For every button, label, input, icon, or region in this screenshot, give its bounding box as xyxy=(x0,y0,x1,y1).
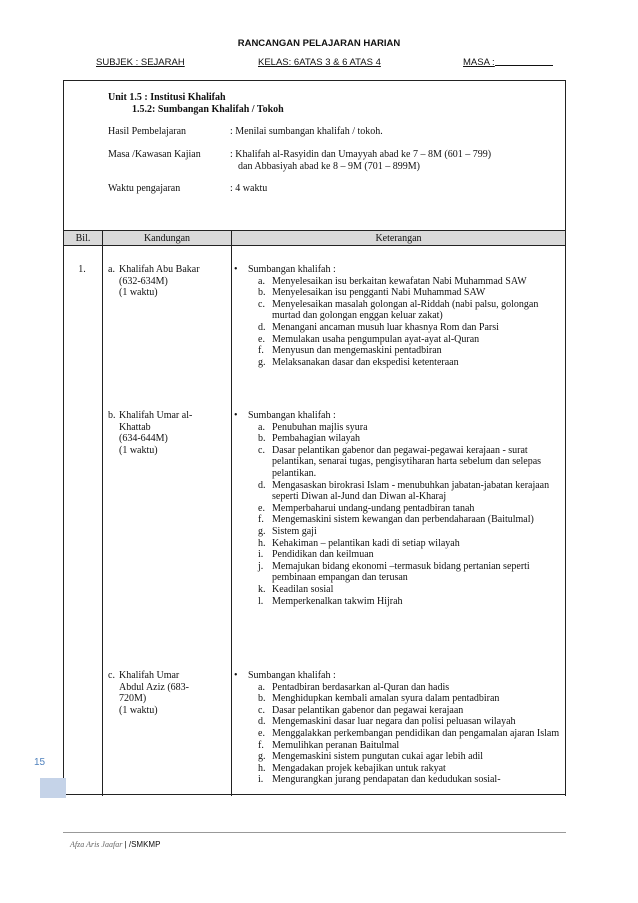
bullet-icon: • xyxy=(234,410,238,421)
masa-row-2: dan Abbasiyah abad ke 8 – 9M (701 – 899M) xyxy=(238,161,420,172)
document-title: RANCANGAN PELAJARAN HARIAN xyxy=(237,38,401,49)
footer-divider xyxy=(63,832,566,833)
kandungan-line: Khalifah Umar xyxy=(119,670,180,681)
kandungan-letter: c. xyxy=(108,670,115,681)
list-item: i. Pendidikan dan keilmuan xyxy=(258,549,374,561)
waktu-label: Waktu pengajaran xyxy=(108,183,181,194)
kandungan-line: 720M) xyxy=(119,693,147,705)
keterangan-c xyxy=(234,670,564,786)
masa-kajian-value: : Khalifah al-Rasyidin dan Umayyah abad ke 7 – 8M (601 – 799) xyxy=(230,149,492,160)
unit-line: Unit 1.5 : Institusi Khalifah xyxy=(108,92,226,103)
header-kandungan: Kandungan xyxy=(103,231,232,246)
list-item: f. Memulihkan peranan Baitulmal xyxy=(258,739,400,751)
list-item: a. Penubuhan majlis syura xyxy=(258,421,368,433)
subjek-label: SUBJEK : SEJARAH xyxy=(96,57,185,68)
subunit-line: 1.5.2: Sumbangan Khalifah / Tokoh xyxy=(132,104,284,115)
list-item: e. Memperbaharui undang-undang pentadbiran tanah xyxy=(258,502,475,514)
kandungan-line: Khattab xyxy=(119,421,151,433)
list-item: f. Mengemaskini sistem kewangan dan perbendaharaan (Baitulmal) xyxy=(258,514,534,526)
list-item: d. Menangani ancaman musuh luar khasnya Rom dan Parsi xyxy=(258,321,499,333)
list-item: c. Dasar pelantikan gabenor dan pegawai kerajaan xyxy=(258,704,464,716)
lesson-info xyxy=(108,92,491,195)
bil-number: 1. xyxy=(78,264,86,275)
kelas-label: KELAS: 6ATAS 3 & 6 ATAS 4 xyxy=(258,57,381,68)
list-item: c. Dasar pelantikan gabenor dan pegawai-pegawai kerajaan - surat pelantikan, senarai tugas, pengisytiharan harta sebelum dan selepas pelantikan. xyxy=(258,444,542,479)
kandungan-line: (1 waktu) xyxy=(119,287,158,299)
list-item: c. Menyelesaikan masalah golongan al-Riddah (nabi palsu, golongan murtad dan golongan enggan keluar zakat) xyxy=(258,298,539,322)
keterangan-head: Sumbangan khalifah : xyxy=(248,670,336,681)
masa-row xyxy=(108,149,491,161)
list-item: g. Sistem gaji xyxy=(258,525,317,537)
list-item: b. Pembahagian wilayah xyxy=(258,433,361,445)
kandungan-c xyxy=(108,670,226,716)
list-item: h. Mengadakan projek kebajikan untuk rakyat xyxy=(258,762,446,774)
bullet-icon: • xyxy=(234,670,238,681)
hasil-label: Hasil Pembelajaran xyxy=(108,126,187,137)
page-number: 15 xyxy=(34,757,46,768)
kandungan-line: Khalifah Abu Bakar xyxy=(119,264,200,275)
table-header-row xyxy=(64,231,566,246)
kandungan-letter: a. xyxy=(108,264,115,275)
kandungan-line: (634-644M) xyxy=(119,433,168,445)
list-item: d. Mengasaskan birokrasi Islam - menubuhkan jabatan-jabatan kerajaan seperti Diwan al-Jund dan Diwan al-Kharaj xyxy=(258,479,550,503)
list-item: f. Menyusun dan mengemaskini pentadbiran xyxy=(258,345,442,357)
header-bil: Bil. xyxy=(64,231,103,246)
footer-signature: Afza Aris Jaafar xyxy=(70,840,123,849)
kandungan-line: (1 waktu) xyxy=(119,444,158,456)
header-keterangan: Keterangan xyxy=(232,231,566,246)
list-item: j. Memajukan bidang ekonomi –termasuk bidang pertanian seperti pembinaan empangan dan terusan xyxy=(258,560,530,584)
keterangan-head: Sumbangan khalifah : xyxy=(248,264,336,275)
kandungan-b xyxy=(108,410,226,456)
kandungan-a xyxy=(108,264,226,299)
hasil-row xyxy=(108,126,491,138)
list-item: l. Memperkenalkan takwim Hijrah xyxy=(258,595,403,607)
list-item: b. Menyelesaikan isu pengganti Nabi Muhammad SAW xyxy=(258,287,486,299)
kandungan-line: Khalifah Umar al- xyxy=(119,410,193,421)
keterangan-a xyxy=(234,264,564,368)
kandungan-line: (1 waktu) xyxy=(119,704,158,716)
list-item: e. Memulakan usaha pengumpulan ayat-ayat al-Quran xyxy=(258,333,480,345)
masa-blank xyxy=(495,57,553,66)
masa-kajian-label: Masa /Kawasan Kajian xyxy=(108,149,201,160)
bil-cell xyxy=(64,246,103,797)
footer-org: | /SMKMP xyxy=(124,840,161,849)
page-tab-decoration xyxy=(40,778,66,798)
list-item: g. Mengemaskini sistem pungutan cukai agar lebih adil xyxy=(258,751,484,763)
waktu-value: : 4 waktu xyxy=(230,183,268,194)
kandungan-line: (632-634M) xyxy=(119,275,168,287)
bullet-icon: • xyxy=(234,264,238,275)
hasil-value: : Menilai sumbangan khalifah / tokoh. xyxy=(230,126,383,137)
list-item: d. Mengemaskini dasar luar negara dan polisi peluasan wilayah xyxy=(258,716,516,728)
waktu-row xyxy=(108,183,491,195)
masa-label: MASA : xyxy=(463,57,495,68)
kandungan-letter: b. xyxy=(108,410,116,421)
list-item: b. Menghidupkan kembali amalan syura dalam pentadbiran xyxy=(258,693,500,705)
footer xyxy=(70,840,160,849)
keterangan-b xyxy=(234,410,564,607)
list-item: e. Menggalakkan perkembangan pendidikan dan pengamalan ajaran Islam xyxy=(258,727,560,739)
kandungan-line: Abdul Aziz (683- xyxy=(119,681,189,693)
keterangan-head: Sumbangan khalifah : xyxy=(248,410,336,421)
list-item: a. Pentadbiran berdasarkan al-Quran dan hadis xyxy=(258,681,450,693)
list-item: a. Menyelesaikan isu berkaitan kewafatan Nabi Muhammad SAW xyxy=(258,275,527,287)
list-item: g. Melaksanakan dasar dan ekspedisi ketenteraan xyxy=(258,356,459,368)
list-item: h. Kehakiman – pelantikan kadi di setiap wilayah xyxy=(258,537,460,549)
list-item: i. Mengurangkan jurang pendapatan dan kedudukan sosial- xyxy=(258,774,501,786)
list-item: k. Keadilan sosial xyxy=(258,583,334,595)
